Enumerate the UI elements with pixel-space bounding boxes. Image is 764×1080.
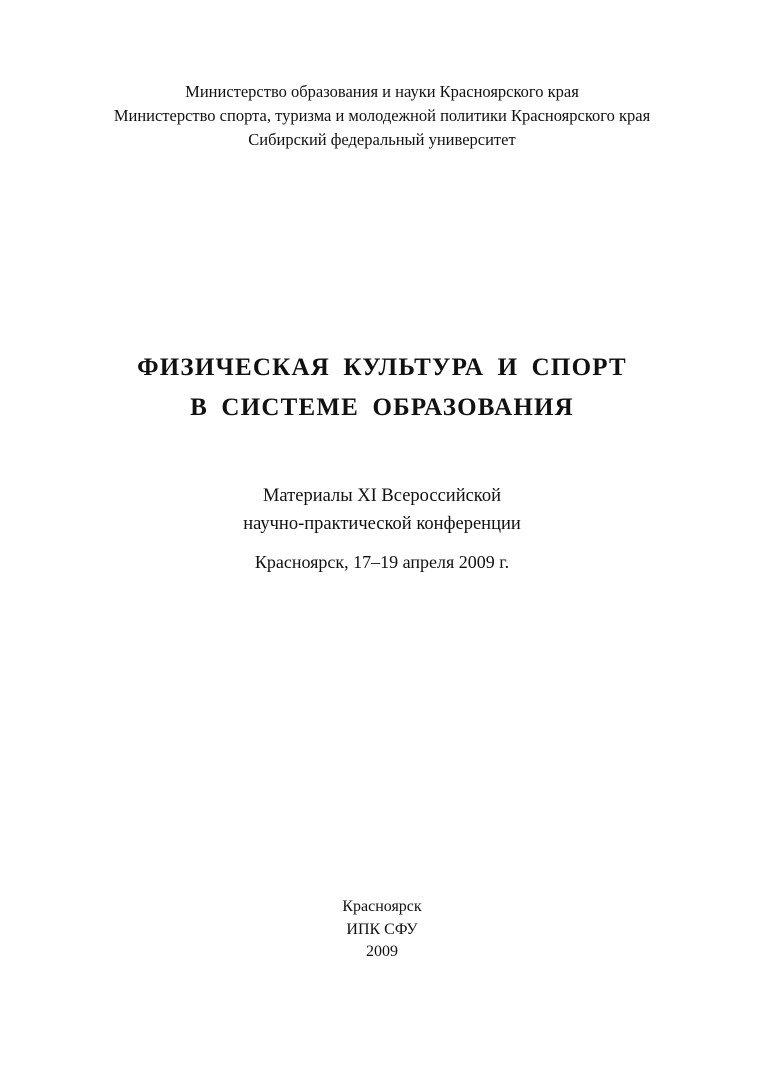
page-title [0,348,764,428]
imprint-year: 2009 [366,943,398,961]
imprint-publisher: ИПК СФУ [346,920,418,938]
affiliations-block [0,80,764,152]
affiliation-line: Министерство спорта, туризма и молодежной политики Красноярского края [113,105,651,125]
subtitle-line: Материалы XI Всероссийской [262,486,502,506]
subtitle-line: научно-практической конференции [243,514,521,535]
imprint-block [0,896,764,964]
affiliation-line: Сибирский федеральный университет [248,129,516,149]
imprint-city: Красноярск [342,898,422,915]
event-place-date: Красноярск, 17–19 апреля 2009 г. [254,552,510,572]
affiliation-line: Министерство образования и науки Красноярского края [185,82,579,101]
title-line: ФИЗИЧЕСКАЯ КУЛЬТУРА И СПОРТ [137,354,627,381]
subtitle-block [0,482,764,538]
title-line: В СИСТЕМЕ ОБРАЗОВАНИЯ [190,394,574,421]
